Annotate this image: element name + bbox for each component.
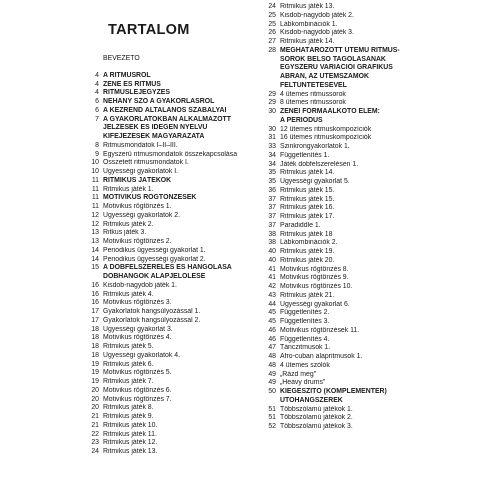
toc-entry-title: Összetett ritmusmondatok I. [103, 159, 189, 167]
toc-entry-title: Szinkrongyakorlatok 1. [280, 143, 350, 150]
toc-entry-title: Kisdob-nagydob játék 3. [280, 29, 354, 37]
toc-page-number: 6 [95, 106, 99, 114]
toc-entry [265, 248, 485, 257]
toc-entry-title: „Heavy drums” [280, 379, 326, 387]
toc-entry-title: Ritmikus játék 13. [280, 3, 335, 10]
toc-page-number: 11 [91, 176, 99, 184]
toc-entry [265, 108, 485, 117]
toc-page-number: 21 [91, 421, 99, 429]
toc-entry-title: Ritmikus játék 15. [280, 186, 335, 194]
toc-entry-title: Motivikus rögtönzés 5. [103, 369, 172, 377]
toc-entry [265, 152, 485, 161]
toc-entry-title: A PERIÓDUS [280, 116, 323, 124]
toc-entry [88, 116, 263, 125]
toc-entry-title: Ritmikus játék 12. [103, 439, 158, 447]
toc-entry-title: 12 ütemes ritmuskompozíciók [280, 125, 372, 133]
toc-entry-title: ZENE ÉS RITMUS [103, 80, 161, 88]
toc-entry-title: FELTÜNTETÉSÉVEL [280, 81, 347, 89]
page-title: TARTALOM [108, 22, 190, 38]
toc-entry [88, 238, 263, 247]
toc-page-number: 40 [268, 256, 276, 264]
toc-entry-title: Motivikus rögtönzés 2. [103, 238, 172, 245]
toc-page-number: 41 [268, 274, 276, 282]
toc-page-number: 14 [91, 246, 99, 254]
toc-page-number: 37 [268, 213, 276, 220]
toc-entry [265, 274, 485, 283]
toc-entry [88, 256, 263, 265]
toc-entry [265, 309, 485, 318]
toc-entry [88, 159, 263, 168]
toc-entry-title: Ritmikus játék 14. [280, 38, 335, 45]
toc-entry [88, 369, 263, 378]
toc-entry [88, 203, 263, 212]
toc-entry-title: Ügyességi gyakorlatok 4. [103, 351, 180, 359]
toc-left-column [88, 55, 263, 457]
toc-entry [88, 396, 263, 405]
toc-entry-title: Gyakorlatok hangsúlyozással 2. [103, 316, 201, 324]
toc-entry [88, 299, 263, 308]
toc-entry [265, 414, 485, 423]
toc-entry [88, 151, 263, 160]
toc-page-number: 37 [268, 204, 276, 212]
toc-entry-title: Ritmikus játék 6. [103, 360, 154, 368]
toc-page-number: 30 [268, 125, 276, 133]
toc-page-number: 16 [91, 290, 99, 298]
toc-page-number: 50 [268, 388, 276, 395]
toc-page-number: 30 [268, 108, 276, 115]
toc-entry-title: Paradiddle 1. [280, 221, 321, 229]
toc-entry-title: Ritmikus játék 20. [280, 256, 335, 264]
toc-entry [265, 117, 485, 126]
toc-entry [265, 406, 485, 415]
toc-entry-title: NÉHÁNY SZÓ A GYAKORLÁSRÓL [103, 98, 215, 105]
toc-page-number: 13 [91, 229, 99, 237]
toc-entry [265, 327, 485, 336]
toc-entry [88, 194, 263, 203]
toc-page-number: 18 [91, 325, 99, 333]
toc-page-number: 48 [268, 353, 276, 360]
toc-entry [265, 397, 485, 406]
toc-page-number: 20 [91, 386, 99, 394]
toc-page-number: 31 [268, 134, 276, 142]
toc-entry-title: MOTIVIKUS RÖGTÖNZÉSEK [103, 194, 197, 202]
toc-entry-title: A GYAKORLATOKBAN ALKALMAZOTT [103, 115, 231, 123]
toc-page-number: 44 [268, 300, 276, 308]
toc-page-number: 47 [268, 344, 276, 352]
toc-entry [88, 361, 263, 370]
toc-page-number: 24 [91, 448, 99, 455]
toc-page-number: 12 [91, 211, 99, 219]
toc-page-number: 17 [91, 316, 99, 324]
toc-entry [88, 229, 263, 238]
toc-entry-title: Ritmikus játék 2. [103, 220, 154, 228]
toc-page-number: 19 [91, 378, 99, 385]
toc-page-number: 6 [95, 98, 99, 105]
toc-entry [265, 388, 485, 397]
toc-entry-title: Ritmikus játék 13. [103, 448, 158, 455]
toc-entry [88, 422, 263, 431]
toc-page-number: 4 [95, 80, 99, 88]
toc-entry-title: Motivikus rögtönzés 1. [103, 203, 172, 210]
toc-page-number: 28 [268, 46, 276, 54]
toc-entry [88, 352, 263, 361]
toc-entry-title: Ritmikus játék 9. [103, 413, 154, 420]
toc-entry-title: Függetlenítés 1. [280, 151, 330, 159]
toc-page-number: 46 [268, 326, 276, 334]
toc-entry-title: KIEGÉSZÍTŐ (KOMPLEMENTER) [280, 388, 387, 395]
toc-entry [265, 38, 485, 47]
toc-entry-title: Motivikus rögtönzés 8. [280, 265, 349, 273]
toc-page-number: 46 [268, 335, 276, 343]
toc-entry [88, 282, 263, 291]
toc-entry [265, 99, 485, 108]
toc-page-number: 36 [268, 186, 276, 194]
toc-page-number: 51 [268, 405, 276, 413]
toc-entry-title: MEGHATÁROZOTT ÜTEMŰ RITMUS- [280, 46, 400, 54]
toc-entry-title: Ritmikus játék 21. [280, 291, 335, 299]
toc-entry-title: Függetlenítés 3. [280, 318, 330, 325]
toc-page-number: 25 [268, 20, 276, 28]
toc-page-number: 34 [268, 160, 276, 168]
toc-entry [265, 169, 485, 178]
toc-entry-title: Ritmikus játék 19. [280, 248, 335, 255]
toc-page-number: 13 [91, 238, 99, 245]
toc-entry-title: RITMIKUS JÁTÉKOK [103, 176, 172, 184]
toc-entry [265, 423, 485, 432]
toc-page-number: 9 [95, 150, 99, 158]
toc-entry-title: Ritmikus játék 18 [280, 230, 333, 238]
toc-page-number: 7 [95, 115, 99, 123]
toc-entry [265, 12, 485, 21]
toc-entry-title: Egyszerű ritmusmondatok összekapcsolása [103, 150, 238, 158]
toc-page-number: 20 [91, 395, 99, 403]
toc-entry [88, 98, 263, 107]
toc-entry-title: Ritmikus játék 17. [280, 213, 335, 220]
toc-entry [265, 362, 485, 371]
toc-entry [88, 448, 263, 457]
toc-page-number: 38 [268, 239, 276, 247]
toc-entry-title: Afro-cuban alapritmusok 1. [280, 353, 363, 360]
toc-entry-title: Ügyességi gyakorlat 5. [280, 178, 350, 185]
toc-entry-title: Lábkombinációk 2. [280, 239, 338, 247]
toc-page-number: 20 [91, 404, 99, 412]
toc-entry-title: Ritmikus játék 11. [103, 430, 157, 438]
toc-entry [265, 47, 485, 56]
toc-page-number: 4 [95, 71, 99, 79]
toc-entry [265, 344, 485, 353]
toc-entry-title: Ritmikus játék 14. [280, 169, 335, 177]
toc-entry [88, 308, 263, 317]
toc-entry [265, 257, 485, 266]
toc-page-number: 43 [268, 291, 276, 299]
toc-entry-title: Ügyességi gyakorlatok I. [103, 168, 179, 175]
toc-page-number: 42 [268, 283, 276, 290]
toc-entry [265, 161, 485, 170]
toc-page-number: 10 [91, 168, 99, 175]
toc-page-number: 4 [95, 89, 99, 97]
toc-entry [88, 142, 263, 151]
toc-entry-title: Ritmikus játék 7. [103, 378, 154, 385]
toc-page-number: 15 [91, 264, 99, 272]
toc-entry-title: Ügyességi gyakorlatok 2. [103, 211, 180, 219]
toc-entry-title: Ritmikus játék 5. [103, 343, 154, 350]
toc-entry [265, 336, 485, 345]
toc-page-number: 34 [268, 151, 276, 159]
toc-page-number: 29 [268, 99, 276, 107]
toc-entry [265, 379, 485, 388]
toc-page-number: 11 [91, 194, 99, 202]
toc-entry [88, 439, 263, 448]
toc-entry [88, 212, 263, 221]
toc-entry [88, 247, 263, 256]
toc-entry [265, 266, 485, 275]
toc-entry-title: Motivikus rögtönzés 10. [280, 283, 353, 290]
toc-page-number: 51 [268, 414, 276, 422]
toc-entry [265, 231, 485, 240]
toc-page-number: 8 [95, 141, 99, 149]
toc-entry [265, 134, 485, 143]
toc-entry-title: SOROK BELSŐ TAGOLÁSÁNAK [280, 55, 386, 63]
toc-entry-title: Gyakorlatok hangsúlyozással 1. [103, 308, 201, 315]
toc-entry [265, 283, 485, 292]
toc-page-number: 35 [268, 169, 276, 177]
toc-entry-title: Lábkombinációk 1. [280, 20, 338, 28]
toc-page-number: 12 [91, 220, 99, 228]
toc-entry [265, 371, 485, 380]
toc-page-number: 33 [268, 143, 276, 150]
toc-entry [88, 72, 263, 81]
toc-entry-title: Ritmikus játék 8. [103, 404, 154, 412]
toc-entry-title: BEVEZETŐ [103, 55, 140, 62]
toc-page-number: 25 [268, 11, 276, 19]
toc-page-number: 29 [268, 90, 276, 98]
toc-entry-title: „Rázd meg” [280, 370, 316, 378]
toc-entry-title: Tánczitmusok 1. [280, 344, 331, 352]
toc-entry-title: 16 ütemes ritmuskompozíciók [280, 134, 372, 142]
toc-entry [88, 124, 263, 133]
toc-entry [265, 91, 485, 100]
toc-page-number: 18 [91, 343, 99, 350]
toc-entry-title: ÁBRÁN, AZ ÜTEMSZÁMOK [280, 73, 369, 80]
toc-entry [265, 187, 485, 196]
toc-entry-title: Ügyességi gyakorlat 6. [280, 300, 350, 308]
toc-entry [265, 204, 485, 213]
toc-entry-title: Motivikus rögtönzés 3. [103, 299, 172, 307]
toc-page-number: 18 [91, 334, 99, 342]
toc-entry-title: EGYSZERŰ VARIÁCIÓI GRAFIKUS [280, 64, 393, 72]
toc-page-number: 22 [91, 430, 99, 438]
toc-page-number: 21 [91, 413, 99, 420]
toc-entry-title: Függetlenítés 2. [280, 309, 330, 317]
toc-page-number: 23 [91, 439, 99, 447]
toc-page-number: 18 [91, 351, 99, 359]
toc-page-number: 26 [268, 29, 276, 37]
toc-page-number: 19 [91, 360, 99, 368]
toc-entry-title: Periodikus ügyességi gyakorlat 2. [103, 255, 206, 263]
toc-entry [265, 73, 485, 82]
toc-entry [88, 107, 263, 116]
toc-entry-title: Ritmikus játék 1. [103, 185, 154, 193]
toc-page-number: 16 [91, 299, 99, 307]
toc-entry [265, 82, 485, 91]
toc-entry [265, 196, 485, 205]
toc-entry-title: Motivikus rögtönzés 4. [103, 334, 172, 342]
toc-entry [88, 404, 263, 413]
toc-entry-title: 8 ütemes ritmussorok [280, 99, 346, 107]
toc-page-number: 38 [268, 230, 276, 238]
toc-entry [88, 264, 263, 273]
toc-entry [265, 56, 485, 65]
toc-entry [265, 64, 485, 73]
toc-entry [88, 431, 263, 440]
toc-page-number: 37 [268, 195, 276, 203]
toc-entry-title: Ügyességi gyakorlat 3. [103, 325, 173, 333]
toc-entry-title: Ritmikus játék 10. [103, 421, 158, 429]
toc-entry [88, 387, 263, 396]
toc-entry-title: Motivikus rögtönzés 6. [103, 386, 172, 394]
toc-entry [265, 178, 485, 187]
toc-page-number: 41 [268, 265, 276, 273]
toc-entry [88, 55, 263, 64]
toc-entry [265, 301, 485, 310]
toc-entry-title: DOBHANGOK ALAPJELÖLÉSE [103, 273, 206, 280]
toc-entry-title: Játék dobfelszerelésen 1. [280, 160, 359, 168]
toc-entry-title: Többszólamú játékok 3. [280, 423, 353, 430]
toc-entry-title: A KÉZREND ÁLTALÁNOS SZABÁLYAI [103, 106, 227, 114]
toc-entry-title: ZENEI FORMAALKOTÓ ELEM: [280, 108, 380, 115]
toc-entry-title: Ritkus játék 3. [103, 229, 147, 237]
toc-entry-title: JELZÉSEK ÉS IDEGEN NYELVŰ [103, 124, 208, 132]
toc-page-number: 52 [268, 423, 276, 430]
toc-entry-title: Motivikus rögtönzések 11. [280, 326, 360, 334]
toc-right-column [265, 3, 485, 432]
toc-entry-title: Többszólamú játékok 1. [280, 405, 353, 413]
toc-entry-title: A DOBFELSZERELÉS ÉS HANGOLÁSA [103, 264, 232, 272]
toc-entry [88, 378, 263, 387]
toc-page-number: 45 [268, 318, 276, 325]
toc-entry [265, 222, 485, 231]
toc-entry-title: Ritmikus játék 16. [280, 204, 335, 212]
toc-entry [88, 317, 263, 326]
toc-entry [88, 413, 263, 422]
toc-page-number: 24 [268, 3, 276, 10]
toc-entry [88, 326, 263, 335]
toc-entry [265, 3, 485, 12]
toc-entry-title: Kisdob-nagydob játék 1. [103, 281, 177, 289]
toc-entry [88, 186, 263, 195]
toc-entry-title: ÜTŐHANGSZEREK [280, 396, 343, 404]
toc-page-number: 49 [268, 379, 276, 387]
toc-entry [88, 177, 263, 186]
toc-page-number: 49 [268, 370, 276, 378]
toc-entry-title: RITMUSLEJEGYZÉS [103, 89, 171, 97]
toc-page-number: 35 [268, 178, 276, 185]
toc-entry [265, 353, 485, 362]
toc-page-number: 27 [268, 38, 276, 45]
toc-entry-title: KIFEJEZÉSEK MAGYARÁZATA [103, 133, 205, 140]
toc-entry-title: Ritmikus játék 15. [280, 195, 335, 203]
toc-page-number: 11 [91, 185, 99, 193]
toc-entry [88, 221, 263, 230]
toc-page-number: 10 [91, 159, 99, 167]
toc-entry-title: 4 ütemes szólók [280, 361, 330, 369]
toc-page-number: 14 [91, 255, 99, 263]
toc-entry [265, 143, 485, 152]
toc-page-number: 45 [268, 309, 276, 317]
toc-entry [88, 273, 263, 282]
toc-entry-title: Motivikus rögtönzés 7. [103, 395, 172, 403]
toc-entry-title: 4 ütemes ritmussorok [280, 90, 346, 98]
toc-entry-title: A RITMUSRÓL [103, 71, 151, 79]
toc-page-number: 17 [91, 308, 99, 315]
toc-page-number: 40 [268, 248, 276, 255]
toc-entry [88, 291, 263, 300]
toc-entry [265, 21, 485, 30]
toc-entry [88, 343, 263, 352]
toc-entry-title: Kisdob-nagydob játék 2. [280, 11, 354, 19]
toc-entry-title: Függetlenítés 4. [280, 335, 330, 343]
toc-entry-title: Periodikus ügyességi gyakorlat 1. [103, 246, 206, 254]
toc-page-number: 19 [91, 369, 99, 377]
toc-entry [265, 213, 485, 222]
toc-entry [88, 334, 263, 343]
toc-page-number: 16 [91, 281, 99, 289]
toc-entry-title: Ritmusmondatok I–II–III. [103, 141, 178, 149]
toc-entry [265, 126, 485, 135]
toc-entry-title: Motivikus rögtönzés 9. [280, 274, 349, 282]
toc-entry-title: Ritmikus játék 4. [103, 290, 154, 298]
toc-entry [88, 133, 263, 142]
toc-page-number: 11 [91, 203, 99, 210]
toc-page-number: 48 [268, 361, 276, 369]
toc-entry [88, 89, 263, 98]
toc-entry [265, 239, 485, 248]
toc-page-number: 37 [268, 221, 276, 229]
toc-entry [265, 318, 485, 327]
toc-entry [265, 29, 485, 38]
toc-entry [88, 168, 263, 177]
toc-entry-title: Többszólamú játékok 2. [280, 414, 353, 422]
toc-entry [265, 292, 485, 301]
toc-entry [88, 81, 263, 90]
